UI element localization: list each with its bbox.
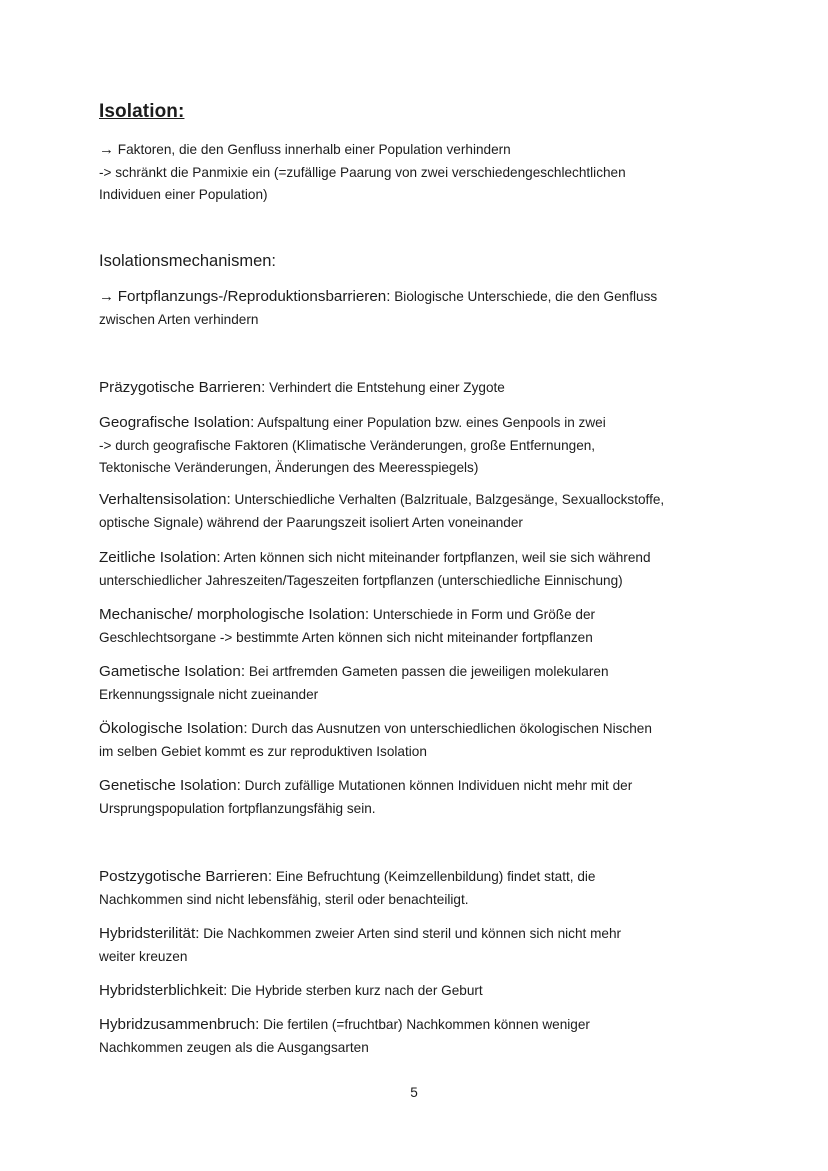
gametic-term: Gametische Isolation:: [99, 663, 246, 680]
postzygotic-desc-1: Eine Befruchtung (Keimzellenbildung) findet statt, die: [272, 869, 596, 884]
temporal-desc-1: Arten können sich nicht miteinander fortpflanzen, weil sie sich während: [220, 550, 651, 565]
postzygotic-desc-2: Nachkommen sind nicht lebensfähig, steril oder benachteiligt.: [99, 891, 469, 907]
behavioral-term: Verhaltensisolation:: [99, 491, 231, 508]
gametic-block: [99, 661, 729, 706]
right-arrow-icon: →: [99, 141, 114, 158]
mechanisms-line-1: [99, 286, 729, 309]
hybrid-sterility-desc-2: weiter kreuzen: [99, 948, 188, 964]
page-title: Isolation:: [99, 101, 185, 122]
mechanical-block: [99, 604, 729, 649]
mechanical-term: Mechanische/ morphologische Isolation:: [99, 606, 370, 623]
gametic-desc-2: Erkennungssignale nicht zueinander: [99, 686, 319, 702]
intro-line-2: -> schränkt die Panmixie ein (=zufällige Paarung von zwei verschiedengeschlechtlichen: [99, 164, 626, 180]
genetic-desc-2: Ursprungspopulation fortpflanzungsfähig sein.: [99, 800, 376, 816]
mechanisms-heading: Isolationsmechanismen:: [99, 252, 277, 270]
prezygotic-block: [99, 377, 729, 400]
prezygotic-term: Präzygotische Barrieren:: [99, 379, 266, 396]
temporal-desc-2: unterschiedlicher Jahreszeiten/Tageszeiten fortpflanzen (unterschiedliche Einnischung): [99, 572, 623, 588]
genetic-block: [99, 775, 729, 820]
genetic-desc-1: Durch zufällige Mutationen können Individuen nicht mehr mit der: [240, 778, 633, 793]
mechanisms-desc-1: Biologische Unterschiede, die den Genfluss: [390, 289, 658, 304]
mechanisms-line-2: zwischen Arten verhindern: [99, 311, 259, 327]
hybrid-breakdown-block: [99, 1014, 729, 1059]
geographic-desc-3: Tektonische Veränderungen, Änderungen des Meeresspiegels): [99, 460, 479, 475]
geographic-desc-1: Aufspaltung einer Population bzw. eines Genpools in zwei: [254, 415, 606, 430]
geographic-desc-2: -> durch geografische Faktoren (Klimatische Veränderungen, große Entfernungen,: [99, 437, 596, 453]
prezygotic-desc: Verhindert die Entstehung einer Zygote: [265, 380, 505, 395]
intro-line-1: [99, 139, 729, 162]
ecological-desc-1: Durch das Ausnutzen von unterschiedlichen ökologischen Nischen: [247, 721, 652, 736]
page-number: 5: [410, 1085, 418, 1100]
ecological-term: Ökologische Isolation:: [99, 720, 248, 737]
gametic-desc-1: Bei artfremden Gameten passen die jeweiligen molekularen: [245, 664, 609, 679]
hybrid-mortality-block: [99, 980, 729, 1003]
geographic-term: Geografische Isolation:: [99, 414, 255, 431]
ecological-block: [99, 718, 729, 763]
hybrid-sterility-term: Hybridsterilität:: [99, 925, 200, 942]
genetic-term: Genetische Isolation:: [99, 777, 241, 794]
temporal-term: Zeitliche Isolation:: [99, 549, 221, 566]
hybrid-breakdown-desc-1: Die fertilen (=fruchtbar) Nachkommen können weniger: [259, 1017, 590, 1032]
hybrid-sterility-block: [99, 923, 729, 968]
ecological-desc-2: im selben Gebiet kommt es zur reproduktiven Isolation: [99, 743, 427, 759]
postzygotic-term: Postzygotische Barrieren:: [99, 868, 273, 885]
intro-line-3: Individuen einer Population): [99, 187, 268, 202]
hybrid-breakdown-term: Hybridzusammenbruch:: [99, 1016, 260, 1033]
behavioral-desc-2: optische Signale) während der Paarungszeit isoliert Arten voneinander: [99, 514, 523, 530]
behavioral-block: [99, 489, 729, 534]
geographic-block: [99, 412, 729, 480]
mechanisms-block: [99, 286, 729, 331]
behavioral-desc-1: Unterschiedliche Verhalten (Balzrituale, Balzgesänge, Sexuallockstoffe,: [230, 492, 665, 507]
hybrid-sterility-desc-1: Die Nachkommen zweier Arten sind steril und können sich nicht mehr: [199, 926, 622, 941]
postzygotic-block: [99, 866, 729, 911]
hybrid-breakdown-desc-2: Nachkommen zeugen als die Ausgangsarten: [99, 1039, 369, 1055]
intro-text-1: Faktoren, die den Genfluss innerhalb einer Population verhindern: [117, 142, 511, 157]
mechanical-desc-2: Geschlechtsorgane -> bestimmte Arten können sich nicht miteinander fortpflanzen: [99, 629, 593, 645]
intro-block: [99, 139, 729, 207]
temporal-block: [99, 547, 729, 592]
hybrid-mortality-term: Hybridsterblichkeit:: [99, 982, 228, 999]
hybrid-mortality-desc: Die Hybride sterben kurz nach der Geburt: [227, 983, 483, 998]
right-arrow-icon: →: [99, 288, 114, 305]
mechanical-desc-1: Unterschiede in Form und Größe der: [369, 607, 596, 622]
mechanisms-term: Fortpflanzungs-/Reproduktionsbarrieren:: [117, 288, 391, 305]
